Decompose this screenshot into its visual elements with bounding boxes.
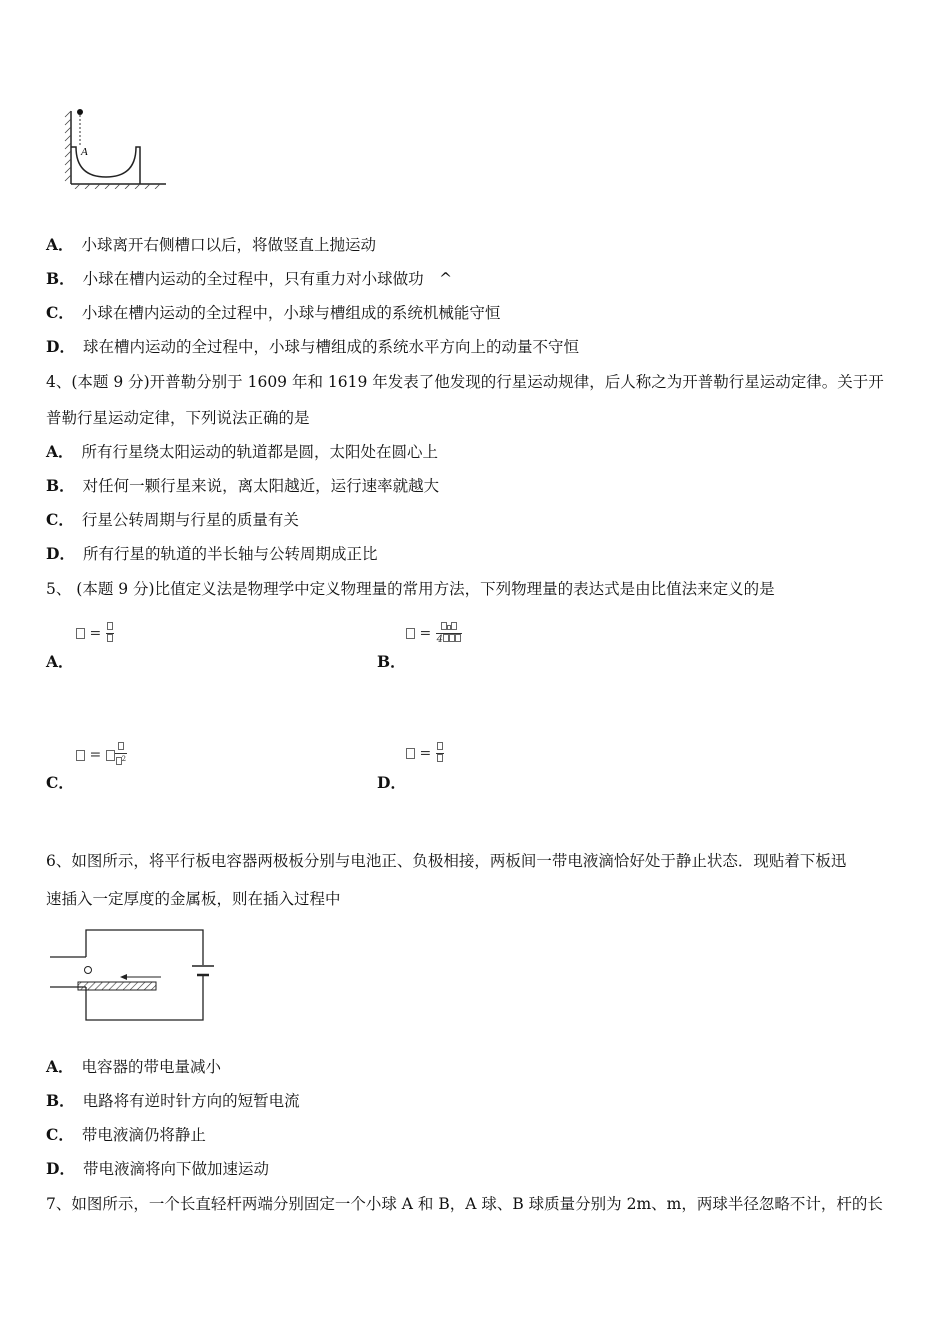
point-a-label: A bbox=[81, 146, 88, 158]
metal-plate bbox=[78, 982, 156, 990]
q6-stem-line2: 速插入一定厚度的金属板，则在插入过程中 bbox=[46, 890, 341, 908]
q6-stem-line1: 6、如图所示，将平行板电容器两极板分别与电池正、负极相接，两板间一带电液滴恰好处于静止状态．现贴着下板迅 bbox=[46, 852, 847, 870]
q6-option-a: A． 电容器的带电量减小 bbox=[46, 1057, 222, 1076]
q5-stem: 5、 (本题 9 分)比值定义法是物理学中定义物理量的常用方法，下列物理量的表达式是由比值法来定义的是 bbox=[46, 580, 775, 598]
q4-option-c: C． 行星公转周期与行星的质量有关 bbox=[46, 510, 299, 529]
q3-option-b: B． 小球在槽内运动的全过程中，只有重力对小球做功 ^ bbox=[46, 269, 453, 288]
q5-formula-b: = 4 bbox=[406, 622, 462, 645]
q4-option-a: A． 所有行星绕太阳运动的轨道都是圆，太阳处在圆心上 bbox=[46, 442, 439, 461]
q5-formula-c: = $^2$ bbox=[76, 742, 127, 768]
q5-option-a-label: A． bbox=[46, 652, 74, 671]
q6-option-c: C． 带电液滴仍将静止 bbox=[46, 1125, 206, 1144]
q4-option-d: D． 所有行星的轨道的半长轴与公转周期成正比 bbox=[46, 544, 378, 563]
q5-option-b-label: B． bbox=[377, 652, 406, 671]
q3-option-a: A． 小球离开右侧槽口以后，将做竖直上抛运动 bbox=[46, 235, 377, 254]
q5-formula-d: = bbox=[406, 742, 444, 765]
capacitor-circuit-figure bbox=[46, 925, 221, 1025]
ball bbox=[77, 109, 83, 115]
charged-droplet bbox=[85, 967, 92, 974]
q3-option-c: C． 小球在槽内运动的全过程中，小球与槽组成的系统机械能守恒 bbox=[46, 303, 501, 322]
q6-option-b: B． 电路将有逆时针方向的短暂电流 bbox=[46, 1091, 300, 1110]
q5-option-c-label: C． bbox=[46, 773, 74, 792]
q3-option-d: D． 球在槽内运动的全过程中，小球与槽组成的系统水平方向上的动量不守恒 bbox=[46, 337, 579, 356]
trough-figure bbox=[60, 105, 172, 189]
q6-option-d: D． 带电液滴将向下做加速运动 bbox=[46, 1159, 269, 1178]
q5-formula-a: = bbox=[76, 622, 114, 645]
q7-stem-line1: 7、如图所示，一个长直轻杆两端分别固定一个小球 A 和 B，A 球、B 球质量分别为 2m、m，两球半径忽略不计，杆的长 bbox=[46, 1195, 883, 1213]
q4-option-b: B． 对任何一颗行星来说，离太阳越近，运行速率就越大 bbox=[46, 476, 440, 495]
q4-stem-line2: 普勒行星运动定律，下列说法正确的是 bbox=[46, 409, 310, 427]
q4-stem-line1: 4、(本题 9 分)开普勒分别于 1609 年和 1619 年发表了他发现的行星运动规律，后人称之为开普勒行星运动定律。关于开 bbox=[46, 373, 884, 391]
q5-option-d-label: D． bbox=[377, 773, 406, 792]
top-wire bbox=[86, 930, 203, 965]
